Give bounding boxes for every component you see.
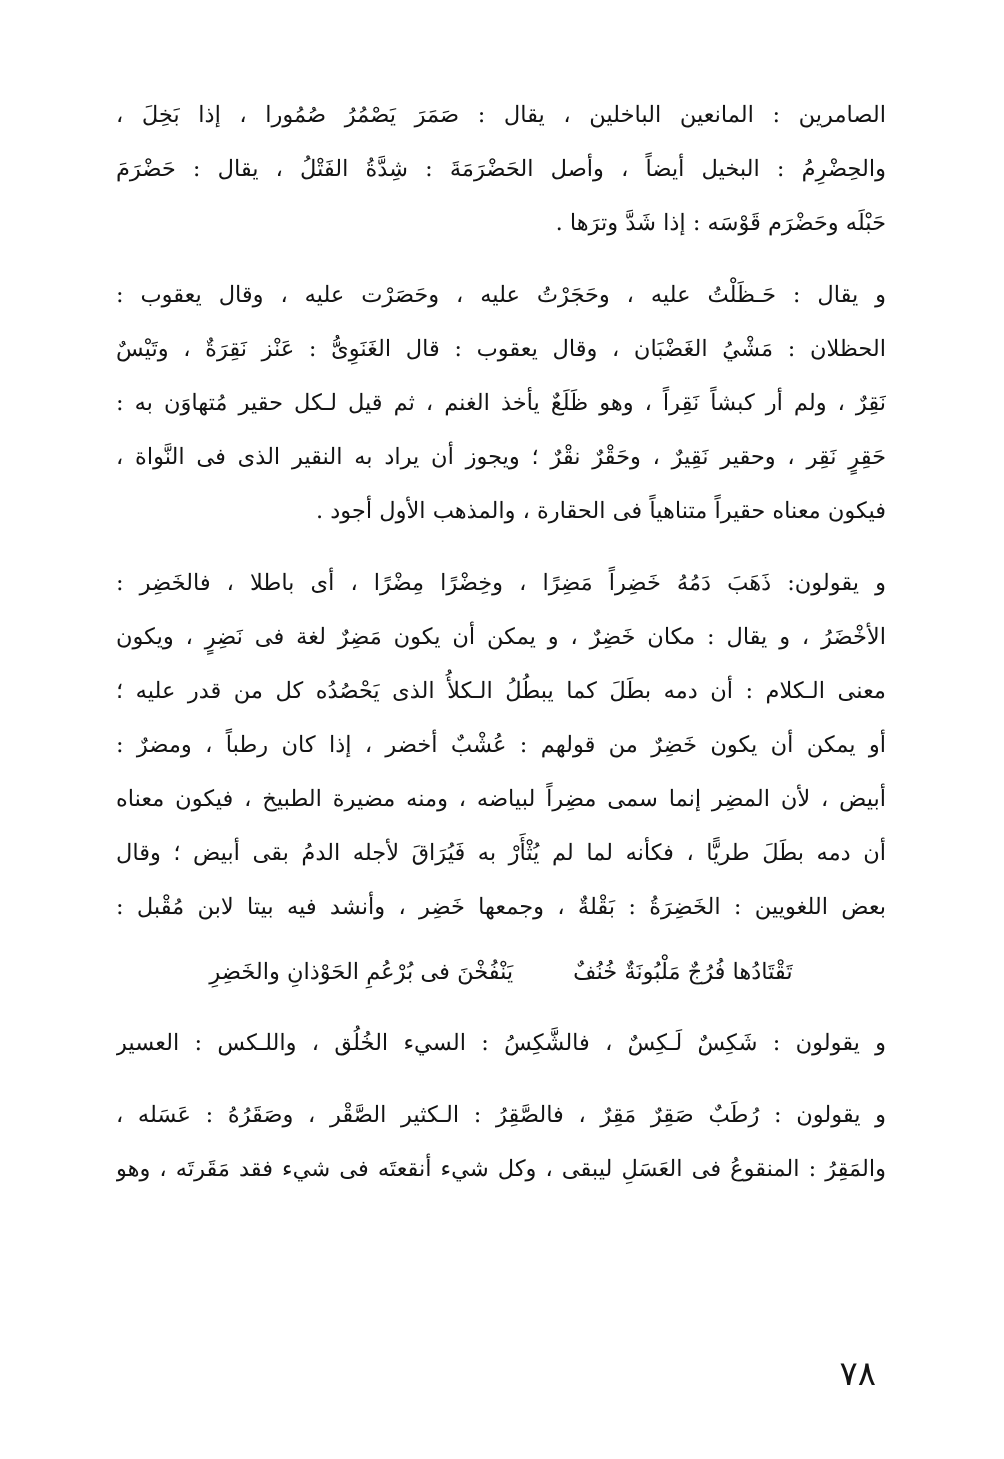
text-line: و يقولون : شَكِسٌ لَـكِسٌ ، فالشَّكِسُ : السيء الخُلُق ، واللـكس : العسير xyxy=(116,1030,886,1056)
text-line: حَقِرٍ نَقِر ، وحقير نَقِيرٌ ، وحَقْرٌ نقْرٌ ؛ ويجوز أن يراد به النقير الذى فى النَّواة ، xyxy=(116,444,886,470)
text-line: أبيض ، لأن المضِر إنما سمى مضِراً لبياضه ، ومنه مضيرة الطبيخ ، فيكون معناه xyxy=(116,786,886,812)
text-line: الأخْضَرُ ، و يقال : مكان خَضِرٌ ، و يمكن أن يكون مَضِرٌ لغة فى نَضِرٍ ، ويكون xyxy=(116,624,886,650)
paragraph-2 xyxy=(116,268,886,538)
paragraph-5 xyxy=(116,1088,886,1196)
text-line: و يقولون : رُطَبٌ صَقِرٌ مَقِرٌ ، فالصَّقِرُ : الـكثير الصَّقْر ، وصَقَرُهُ : عَسَله ، xyxy=(116,1102,886,1128)
text-line: نَقِرٌ ، ولم أر كبشاً نَقِراً ، وهو ظَلَعٌ يأخذ الغنم ، ثم قيل لـكل حقير مُتهاوَن به : xyxy=(116,390,886,416)
page-text xyxy=(116,88,886,1196)
paragraph-4 xyxy=(116,1016,886,1070)
paragraph-3 xyxy=(116,556,886,934)
text-line: حَبْلَه وحَضْرَم قَوْسَه : إذا شَدَّ وترَها . xyxy=(555,210,886,236)
page-number: ٧٨ xyxy=(839,1354,876,1394)
text-line: والحِضْرِمُ : البخيل أيضاً ، وأصل الحَضْرَمَةَ : شِدَّةُ الفَتْلُ ، يقال : حَضْرَمَ xyxy=(116,156,886,182)
text-line: الصامرين : المانعين الباخلين ، يقال : صَمَرَ يَصْمُرُ صُمُورا ، إذا بَخِلَ ، xyxy=(116,102,886,128)
poetry-verse xyxy=(116,942,886,1002)
text-line: معنى الـكلام : أن دمه بطَلَ كما يبطُلُ الـكلأُ الذى يَحْصُدُه كل من قدر عليه ؛ xyxy=(116,678,886,704)
text-line: والمَقِرُ : المنقوعُ فى العَسَلِ ليبقى ، وكل شيء أنقعتَه فى شيء فقد مَقَرتَه ، وهو xyxy=(116,1156,886,1182)
text-line: فيكون معناه حقيراً متناهياً فى الحقارة ، والمذهب الأول أجود . xyxy=(315,498,886,524)
verse-first-hemistich: تَقْتَادُها فُرُجٌ مَلْبُونَةٌ خُنُفٌ xyxy=(573,959,793,985)
text-line: و يقولون: ذَهَبَ دَمُهُ خَضِراً مَضِرًا ، وخِضْرًا مِضْرًا ، أى باطلا ، فالخَضِر : xyxy=(116,570,886,596)
text-line: بعض اللغويين : الخَضِرَةُ : بَقْلةٌ ، وجمعها خَضِر ، وأنشد فيه بيتا لابن مُقْبل : xyxy=(116,894,886,920)
text-line: أن دمه بطَلَ طريًّا ، فكأنه لما لم يُثْأَرْ به فَيُرَاقَ لأجله الدمُ بقى أبيض ؛ وقال xyxy=(116,840,886,866)
paragraph-1 xyxy=(116,88,886,250)
text-line: الحظلان : مَشْيُ الغَضْبَان ، وقال يعقوب : قال الغَنَوِىُّ : عَنْز نَقِرَةٌ ، وتَيْسٌ xyxy=(116,336,886,362)
text-line: أو يمكن أن يكون خَضِرٌ من قولهم : عُشْبٌ أخضر ، إذا كان رطباً ، ومضرٌ : xyxy=(116,732,886,758)
text-line: و يقال : حَـظَلْتُ عليه ، وحَجَرْتُ عليه ، وحَصَرْت عليه ، وقال يعقوب : xyxy=(116,282,886,308)
verse-second-hemistich: يَنْفُخْنَ فى بُرْعُمِ الحَوْذانِ والخَضِرِ xyxy=(209,959,514,985)
